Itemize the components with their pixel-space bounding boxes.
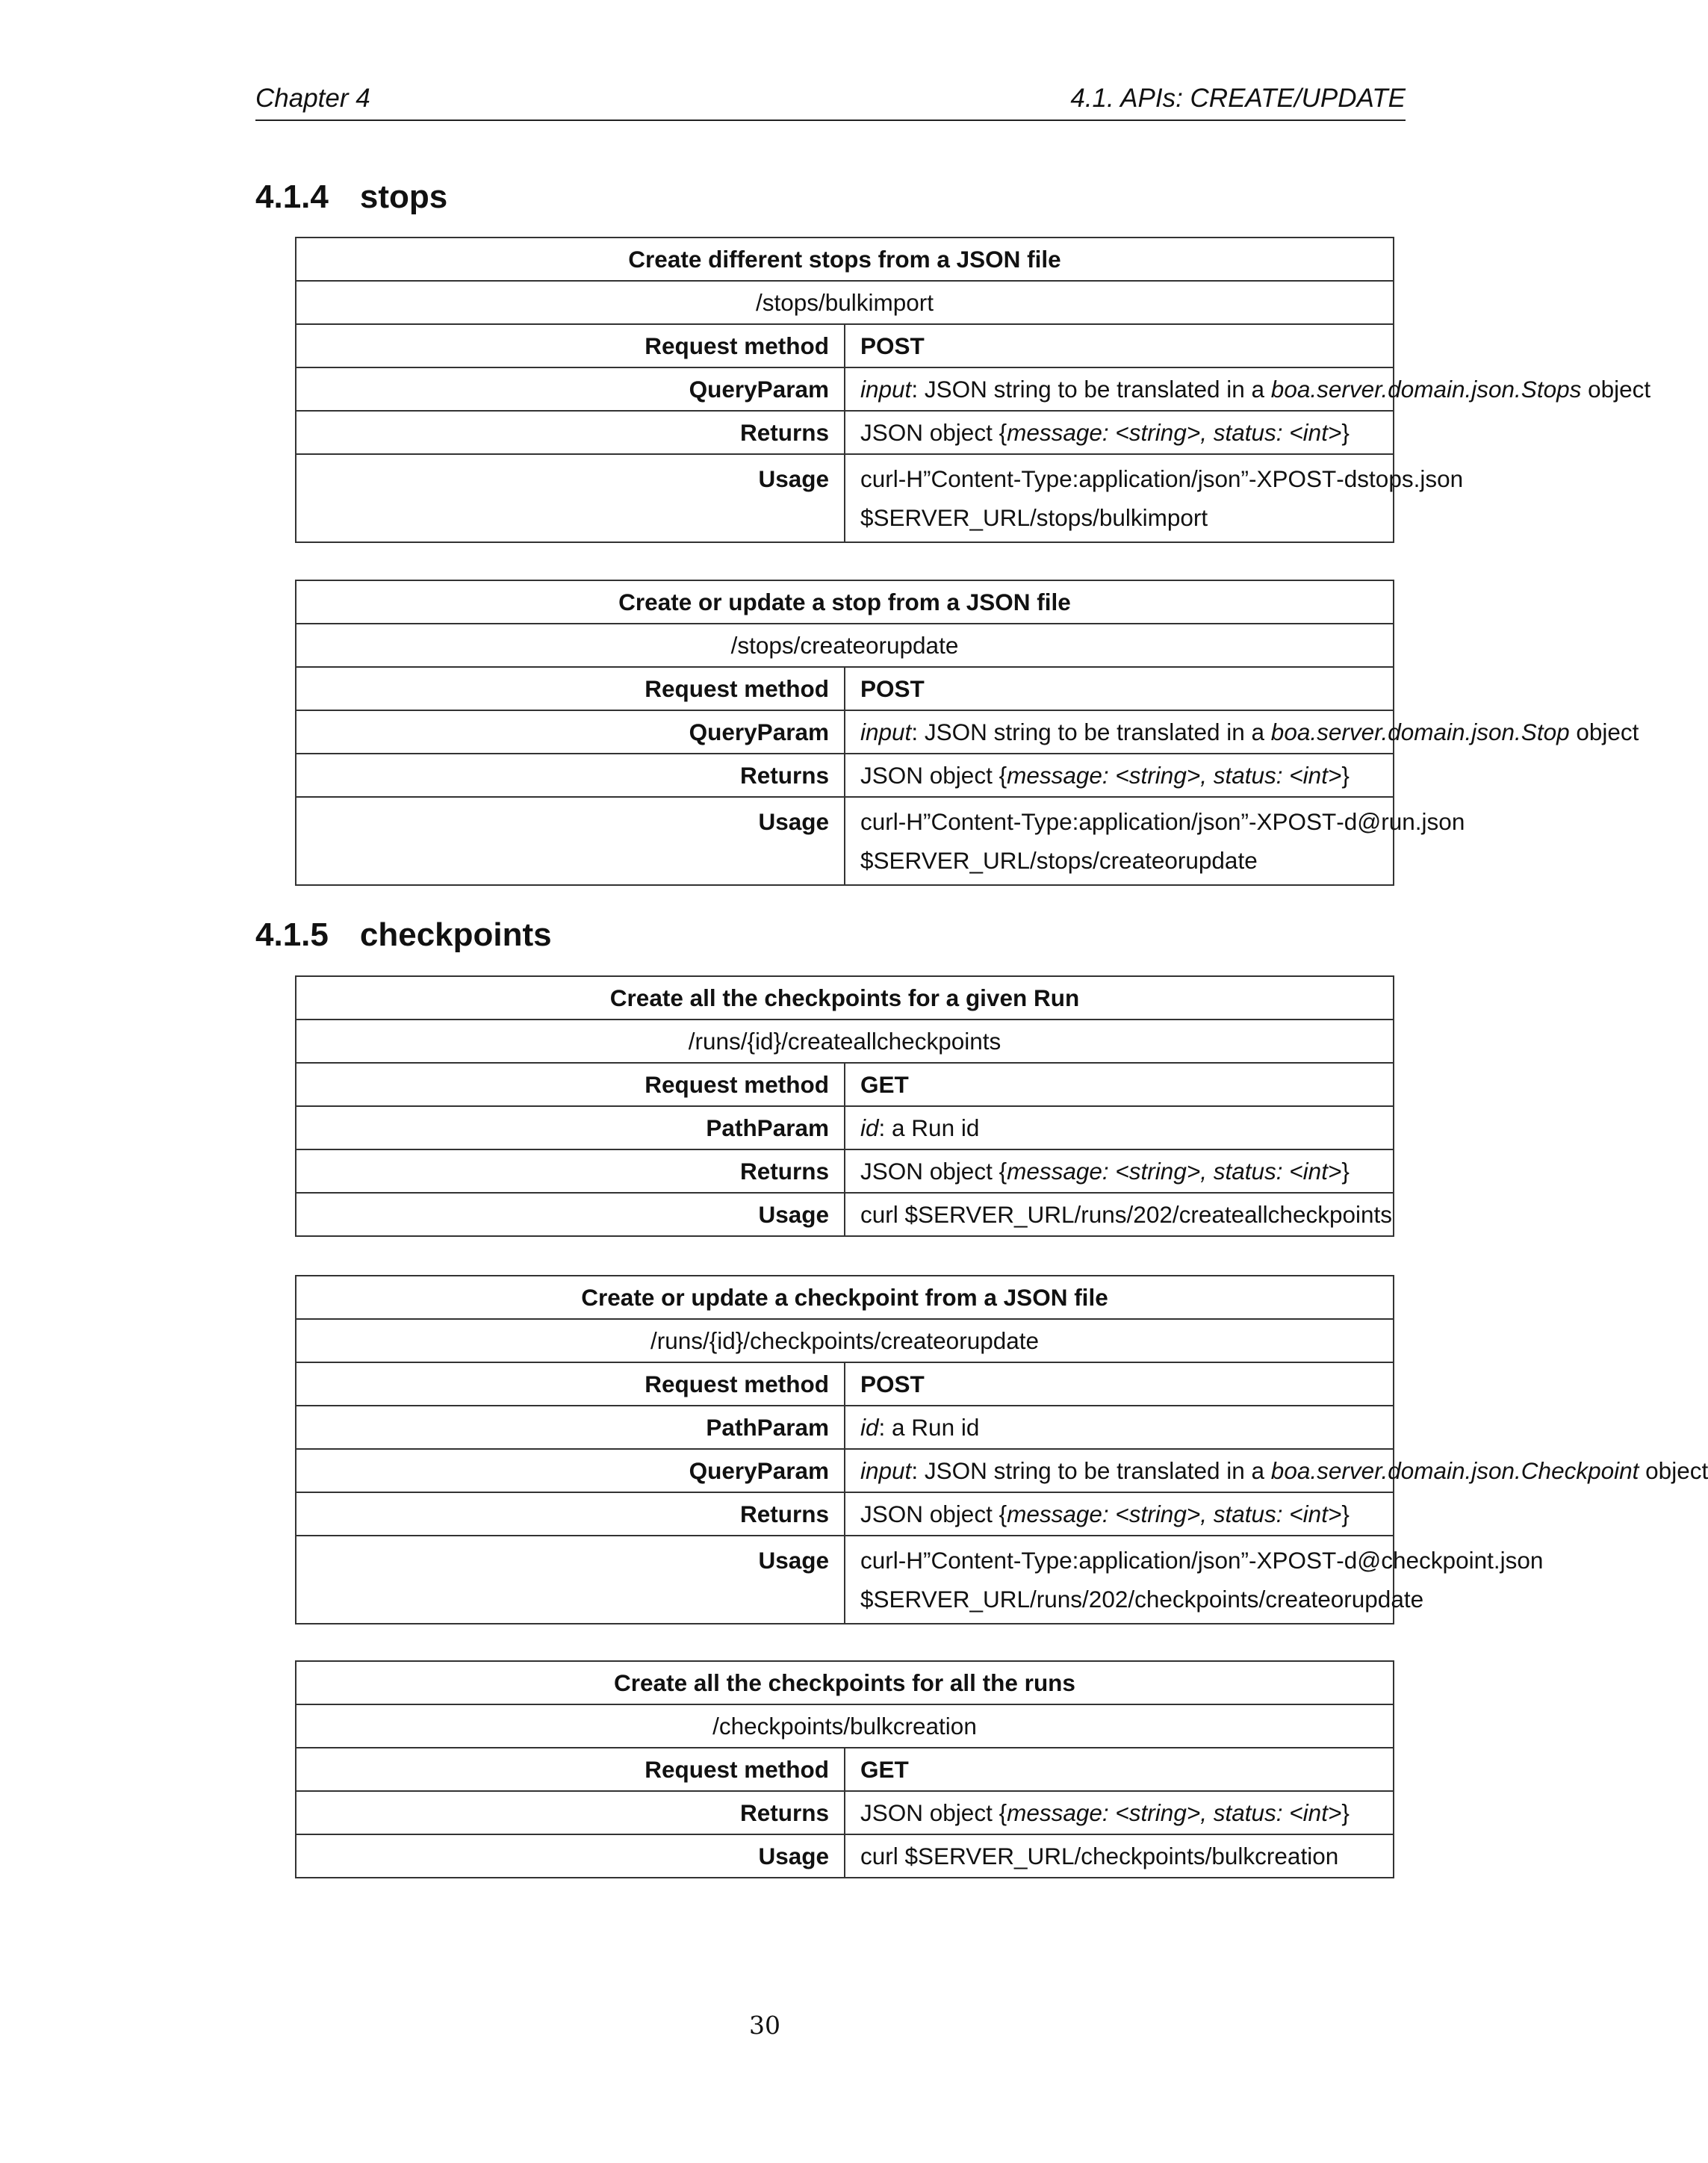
usage-token: application/json” xyxy=(1078,465,1249,492)
usage-token: curl xyxy=(860,807,898,835)
usage-url-line: $SERVER_URL/runs/202/checkpoints/createorupdate xyxy=(860,1585,1424,1613)
usage-url-line: $SERVER_URL/stops/bulkimport xyxy=(860,503,1208,531)
query-param-label: QueryParam xyxy=(296,367,845,411)
section-heading-checkpoints xyxy=(255,914,552,956)
section-number: 4.1.4 xyxy=(255,179,329,215)
usage-token: @checkpoint.json xyxy=(1357,1546,1544,1574)
usage-token: curl xyxy=(860,1546,898,1574)
usage-token: POST xyxy=(1272,1546,1337,1574)
path-param-value: id: a Run id xyxy=(845,1106,1394,1149)
page-number: 30 xyxy=(749,2011,780,2040)
usage-label: Usage xyxy=(296,1834,845,1878)
section-heading-stops xyxy=(255,176,447,218)
usage-url-line: $SERVER_URL/stops/createorupdate xyxy=(860,846,1258,874)
section-title: checkpoints xyxy=(359,916,552,953)
usage-token: -X xyxy=(1249,807,1273,835)
usage-value xyxy=(845,454,1464,542)
returns-value: JSON object {message: <string>, status: <int>} xyxy=(845,1791,1394,1834)
usage-token: @run.json xyxy=(1357,807,1465,835)
api-table-stops-bulkimport xyxy=(295,237,1651,543)
query-param-label: QueryParam xyxy=(296,710,845,754)
returns-label: Returns xyxy=(296,411,845,454)
usage-token: ”Content-Type: xyxy=(923,465,1079,492)
usage-label: Usage xyxy=(296,1536,845,1624)
section-label: 4.1. APIs: CREATE/UPDATE xyxy=(1070,84,1406,113)
table-title: Create or update a checkpoint from a JSON file xyxy=(296,1276,1394,1319)
usage-token: POST xyxy=(1272,807,1337,835)
usage-value xyxy=(845,797,1465,885)
returns-value: JSON object {message: <string>, status: <int>} xyxy=(845,1149,1394,1193)
usage-label: Usage xyxy=(296,797,845,885)
request-method-value: GET xyxy=(845,1063,1394,1106)
usage-token: -d xyxy=(1336,465,1358,492)
table-title: Create or update a stop from a JSON file xyxy=(296,580,1394,624)
returns-value: JSON object {message: <string>, status: <int>} xyxy=(845,411,1394,454)
request-method-value: POST xyxy=(845,667,1394,710)
usage-command-line xyxy=(860,802,1465,841)
endpoint-path: /runs/{id}/createallcheckpoints xyxy=(296,1020,1394,1063)
usage-label: Usage xyxy=(296,1193,845,1236)
api-table-stops-createorupdate xyxy=(295,580,1639,886)
usage-token: -X xyxy=(1249,465,1273,492)
request-method-value: GET xyxy=(845,1748,1394,1791)
query-param-value: input: JSON string to be translated in a boa.server.domain.json.Checkpoint object xyxy=(845,1449,1394,1492)
usage-value: curl $SERVER_URL/checkpoints/bulkcreation xyxy=(845,1834,1394,1878)
request-method-value: POST xyxy=(845,1362,1394,1406)
query-param-value: input: JSON string to be translated in a boa.server.domain.json.Stops object xyxy=(845,367,1394,411)
returns-value: JSON object {message: <string>, status: <int>} xyxy=(845,1492,1394,1536)
usage-value: curl $SERVER_URL/runs/202/createallcheckpoints xyxy=(845,1193,1394,1236)
endpoint-path: /stops/bulkimport xyxy=(296,281,1394,324)
endpoint-path: /checkpoints/bulkcreation xyxy=(296,1704,1394,1748)
request-method-label: Request method xyxy=(296,1362,845,1406)
endpoint-path: /stops/createorupdate xyxy=(296,624,1394,667)
usage-token: -d xyxy=(1336,807,1358,835)
path-param-label: PathParam xyxy=(296,1106,845,1149)
request-method-value: POST xyxy=(845,324,1394,367)
query-param-label: QueryParam xyxy=(296,1449,845,1492)
request-method-label: Request method xyxy=(296,1063,845,1106)
request-method-label: Request method xyxy=(296,324,845,367)
usage-token: -H xyxy=(898,465,924,492)
table-title: Create all the checkpoints for all the runs xyxy=(296,1661,1394,1704)
returns-label: Returns xyxy=(296,1492,845,1536)
table-title: Create different stops from a JSON file xyxy=(296,238,1394,281)
returns-label: Returns xyxy=(296,754,845,797)
path-param-label: PathParam xyxy=(296,1406,845,1449)
usage-value xyxy=(845,1536,1544,1624)
table-title: Create all the checkpoints for a given Run xyxy=(296,976,1394,1020)
usage-token: curl xyxy=(860,465,898,492)
request-method-label: Request method xyxy=(296,1748,845,1791)
returns-label: Returns xyxy=(296,1149,845,1193)
usage-token: application/json” xyxy=(1078,1546,1249,1574)
usage-token: -X xyxy=(1249,1546,1273,1574)
usage-token: -H xyxy=(898,1546,924,1574)
usage-token: -d xyxy=(1336,1546,1358,1574)
request-method-label: Request method xyxy=(296,667,845,710)
usage-token: ”Content-Type: xyxy=(923,1546,1079,1574)
path-param-value: id: a Run id xyxy=(845,1406,1394,1449)
endpoint-path: /runs/{id}/checkpoints/createorupdate xyxy=(296,1319,1394,1362)
api-table-checkpoints-bulkcreation xyxy=(295,1660,1394,1878)
usage-token: ”Content-Type: xyxy=(923,807,1079,835)
usage-token: -H xyxy=(898,807,924,835)
section-number: 4.1.5 xyxy=(255,916,329,953)
query-param-value: input: JSON string to be translated in a boa.server.domain.json.Stop object xyxy=(845,710,1394,754)
usage-token: stops.json xyxy=(1357,465,1464,492)
usage-label: Usage xyxy=(296,454,845,542)
running-head xyxy=(255,82,1406,121)
usage-token: POST xyxy=(1272,465,1337,492)
api-table-createallcheckpoints xyxy=(295,975,1394,1237)
section-title: stops xyxy=(359,179,448,215)
api-table-checkpoints-createorupdate xyxy=(295,1275,1708,1624)
returns-value: JSON object {message: <string>, status: <int>} xyxy=(845,754,1394,797)
chapter-label: Chapter 4 xyxy=(255,84,370,113)
usage-command-line xyxy=(860,459,1464,498)
returns-label: Returns xyxy=(296,1791,845,1834)
usage-command-line xyxy=(860,1541,1544,1580)
usage-token: application/json” xyxy=(1078,807,1249,835)
